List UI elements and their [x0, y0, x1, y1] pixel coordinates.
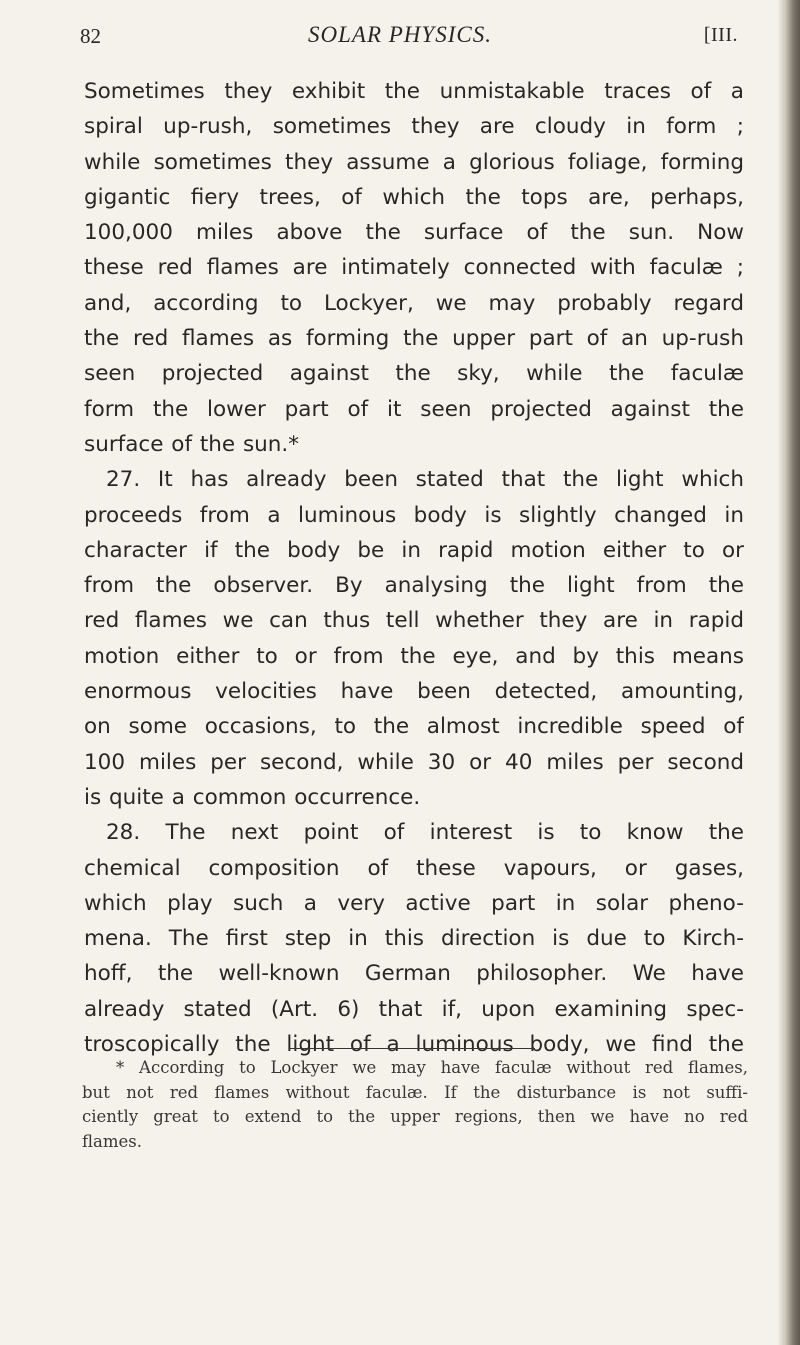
body-line: from the observer. By analysing the light from the	[84, 573, 744, 599]
body-line: mena. The first step in this direction is due to Kirch-	[84, 926, 744, 952]
body-line: which play such a very active part in solar pheno-	[84, 890, 744, 916]
body-text	[84, 74, 744, 1062]
chapter-marker: [III.	[703, 24, 738, 46]
body-line: troscopically the light of a luminous body, we find the	[84, 1032, 744, 1058]
body-line: form the lower part of it seen projected against the	[84, 396, 744, 422]
body-line: red flames we can thus tell whether they are in rapid	[84, 608, 744, 634]
footnote-line: ciently great to extend to the upper regions, then we have no red	[82, 1107, 748, 1126]
running-head	[80, 22, 748, 52]
footnote-rule	[290, 1048, 535, 1049]
body-line: motion either to or from the eye, and by this means	[84, 643, 744, 669]
footnote-line: flames.	[82, 1131, 142, 1151]
body-line: is quite a common occurrence.	[84, 784, 421, 810]
body-line: 100,000 miles above the surface of the sun. Now	[84, 220, 744, 246]
body-line: Sometimes they exhibit the unmistakable traces of a	[84, 79, 744, 104]
footnote-line: but not red flames without faculæ. If the disturbance is not suffi-	[82, 1082, 748, 1102]
page-number: 82	[80, 24, 101, 48]
body-line: hoff, the well-known German philosopher. We have	[84, 961, 744, 987]
body-line: spiral up-rush, sometimes they are cloudy in form ;	[84, 114, 744, 140]
footnote-line: * According to Lockyer we may have faculæ without red flames,	[116, 1058, 748, 1077]
body-line: 100 miles per second, while 30 or 40 miles per second	[84, 749, 744, 775]
body-line: the red flames as forming the upper part of an up-rush	[84, 326, 744, 352]
footnote	[82, 1056, 748, 1154]
body-line: and, according to Lockyer, we may probably regard	[84, 290, 744, 316]
body-line: already stated (Art. 6) that if, upon examining spec-	[84, 996, 744, 1022]
body-line: chemical composition of these vapours, or gases,	[84, 855, 744, 881]
body-line: these red flames are intimately connected with faculæ ;	[84, 255, 744, 281]
paragraph-27-start: 27. It has already been stated that the light which	[106, 467, 744, 493]
body-line: proceeds from a luminous body is slightly changed in	[84, 502, 744, 528]
body-line: while sometimes they assume a glorious foliage, forming	[84, 149, 744, 175]
body-line: on some occasions, to the almost incredible speed of	[84, 714, 744, 740]
body-line: character if the body be in rapid motion either to or	[84, 537, 744, 563]
body-line: gigantic fiery trees, of which the tops are, perhaps,	[84, 184, 744, 210]
running-title: SOLAR PHYSICS.	[308, 22, 492, 47]
paragraph-28-start: 28. The next point of interest is to know the	[106, 820, 744, 846]
body-line: surface of the sun.*	[84, 431, 300, 457]
page-edge-shadow	[778, 0, 800, 1345]
body-line: seen projected against the sky, while the faculæ	[84, 361, 744, 387]
body-line: enormous velocities have been detected, amounting,	[84, 679, 744, 705]
